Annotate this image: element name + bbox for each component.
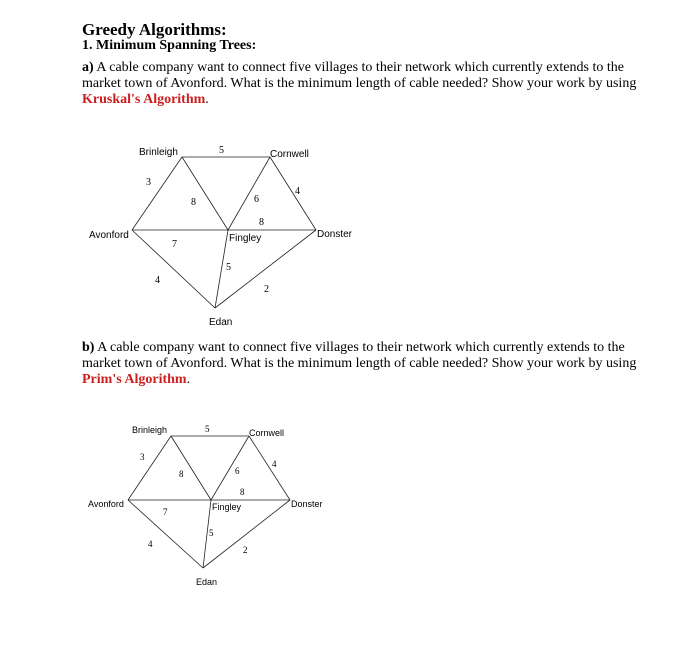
weight-brinleigh-cornwell: 5 [219, 145, 224, 156]
weight-fingley-edan: 5 [226, 262, 231, 273]
node-label-edan: Edan [196, 577, 218, 587]
question-b-algorithm: Prim's Algorithm [82, 372, 187, 387]
weight-cornwell-fingley: 6 [254, 194, 259, 205]
node-label-avonford: Avonford [88, 499, 124, 509]
node-label-cornwell: Cornwell [249, 428, 285, 438]
node-label-brinleigh: Brinleigh [139, 147, 178, 158]
node-label-fingley: Fingley [229, 233, 262, 244]
question-b-end: . [186, 372, 191, 387]
question-a-algorithm: Kruskal's Algorithm [82, 92, 206, 107]
weight-fingley-donster: 8 [259, 217, 264, 228]
weight-brinleigh-fingley: 8 [179, 469, 184, 479]
node-label-edan: Edan [209, 317, 233, 328]
weight-avonford-edan: 4 [148, 539, 153, 549]
weight-donster-edan: 2 [243, 545, 248, 555]
section-title: 1. Minimum Spanning Trees: [82, 38, 257, 53]
question-a-label: a) [82, 60, 94, 75]
edge-brinleigh-avonford [132, 157, 182, 230]
weight-avonford-edan: 4 [155, 275, 160, 286]
graph-b [88, 424, 323, 587]
question-a-end: . [205, 92, 209, 107]
edge-brinleigh-fingley [182, 157, 228, 230]
edge-brinleigh-avonford [128, 436, 171, 500]
question-b-label: b) [82, 340, 95, 355]
node-label-fingley: Fingley [212, 502, 242, 512]
node-label-donster: Donster [291, 499, 323, 509]
question-b-text: A cable company want to connect five villages to their network which currently extends to the market town of Avonford. What is the minimum length of cable needed? Show your work by using [82, 340, 637, 371]
node-label-donster: Donster [317, 229, 353, 240]
weight-brinleigh-avonford: 3 [140, 452, 145, 462]
graph-a [89, 145, 353, 328]
weight-avonford-fingley: 7 [172, 239, 177, 250]
weight-brinleigh-avonford: 3 [146, 177, 151, 188]
weight-donster-edan: 2 [264, 284, 269, 295]
node-label-cornwell: Cornwell [270, 149, 309, 160]
node-label-avonford: Avonford [89, 230, 129, 241]
weight-cornwell-donster: 4 [272, 459, 277, 469]
weight-fingley-donster: 8 [240, 487, 245, 497]
page-title: Greedy Algorithms: [82, 20, 227, 39]
edge-cornwell-donster [270, 157, 316, 230]
weight-fingley-edan: 5 [209, 528, 214, 538]
edge-brinleigh-fingley [171, 436, 211, 500]
edge-cornwell-donster [249, 436, 290, 500]
weight-brinleigh-fingley: 8 [191, 197, 196, 208]
weight-cornwell-donster: 4 [295, 186, 300, 197]
question-a-text: A cable company want to connect five villages to their network which currently extends to the market town of Avonford. What is the minimum length of cable needed? Show your work by using [82, 60, 637, 91]
weight-brinleigh-cornwell: 5 [205, 424, 210, 434]
weight-cornwell-fingley: 6 [235, 466, 240, 476]
node-label-brinleigh: Brinleigh [132, 425, 168, 435]
weight-avonford-fingley: 7 [163, 507, 168, 517]
